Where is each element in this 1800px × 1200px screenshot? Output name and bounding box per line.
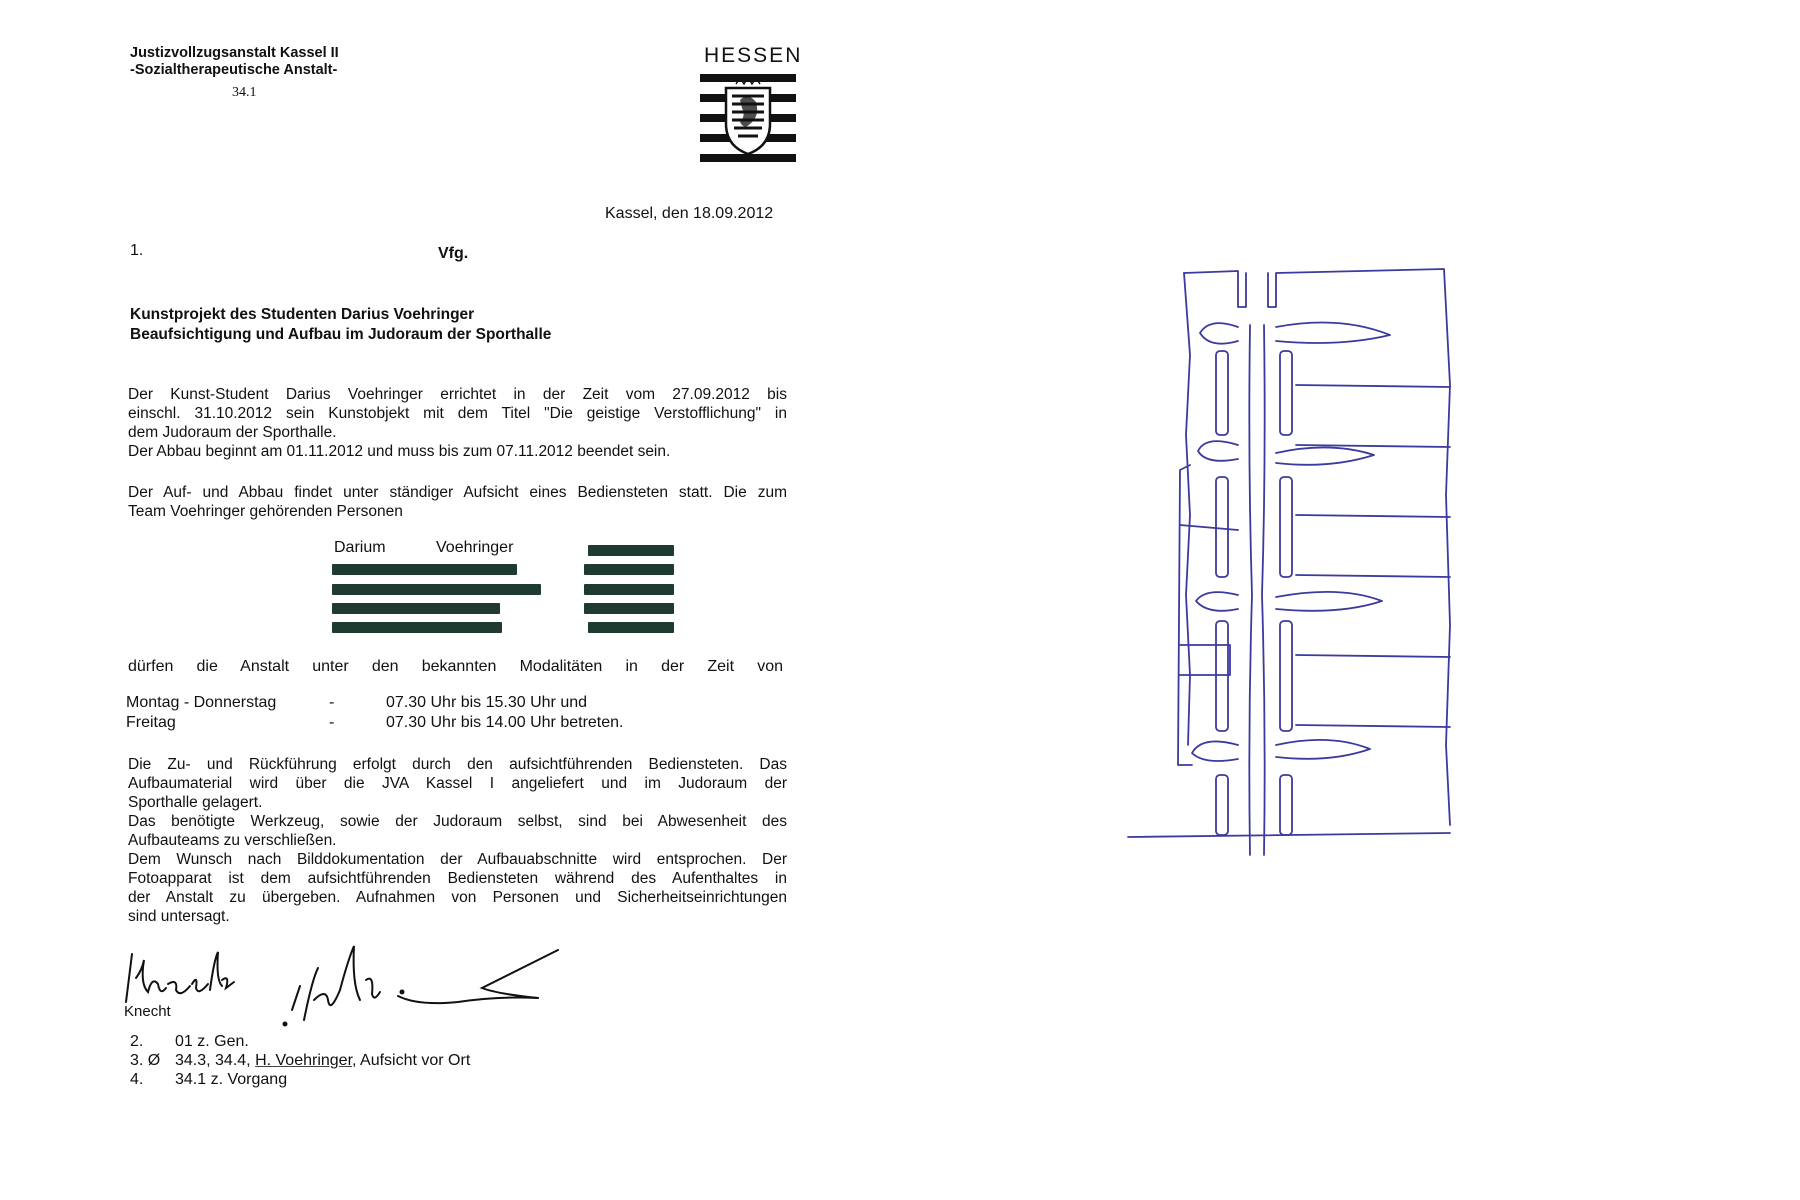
paragraph-5-line-1: Das benötigte Werkzeug, sowie der Judoraum selbst, sind bei Abwesenheit des — [128, 813, 787, 830]
schedule-dash: - — [329, 694, 335, 711]
schedule-times: 07.30 Uhr bis 14.00 Uhr betreten. — [386, 714, 624, 731]
paragraph-5-line-2: Aufbauteams zu verschließen. — [128, 832, 337, 849]
paragraph-1-line-2: einschl. 31.10.2012 sein Kunstobjekt mit dem Titel "Die geistige Verstofflichung" in — [128, 405, 787, 422]
verfuegung-number: 4. — [130, 1071, 144, 1088]
paragraph-4-line-2: Aufbaumaterial wird über die JVA Kassel I angeliefert und im Judoraum der — [128, 775, 787, 792]
paragraph-2 — [128, 483, 787, 521]
subject — [130, 305, 551, 345]
schedule-times: 07.30 Uhr bis 15.30 Uhr und — [386, 694, 588, 711]
paragraph-1-line-1: Der Kunst-Student Darius Voehringer errichtet in der Zeit vom 27.09.2012 bis — [128, 386, 787, 403]
redaction-bar — [584, 603, 674, 614]
sender-code: 34.1 — [232, 85, 257, 100]
redaction-bar — [584, 564, 674, 575]
redaction-bar — [332, 584, 541, 595]
subject-line-2: Beaufsichtigung und Aufbau im Judoraum der Sporthalle — [130, 326, 552, 343]
signature-second — [284, 946, 559, 1026]
place-date: Kassel, den 18.09.2012 — [605, 205, 774, 222]
hessen-coat-of-arms-icon — [700, 72, 796, 164]
paragraph-6-line-3: der Anstalt zu übergeben. Aufnahmen von Personen und Sicherheitseinrichtungen — [128, 889, 787, 906]
signature-knecht — [126, 952, 234, 1002]
paragraph-4 — [128, 755, 787, 926]
paragraph-3 — [128, 657, 783, 676]
outline-spine — [1249, 325, 1252, 855]
verfuegung-text: 34.1 z. Vorgang — [175, 1071, 288, 1088]
item-number: 1. — [130, 242, 144, 259]
handwritten-signatures — [118, 940, 648, 1040]
sender-line-1: Justizvollzugsanstalt Kassel II — [130, 45, 339, 61]
redaction-bar — [332, 603, 500, 614]
schedule-days: Montag - Donnerstag — [126, 694, 277, 711]
person-first-name: Darium — [334, 539, 386, 556]
vfg-heading: Vfg. — [438, 245, 469, 262]
redaction-bar — [584, 584, 674, 595]
verfuegung-number: 2. — [130, 1033, 144, 1050]
paragraph-3-text: dürfen die Anstalt unter den bekannten Modalitäten in der Zeit von — [128, 658, 783, 675]
paragraph-1-line-4: Der Abbau beginnt am 01.11.2012 und muss bis zum 07.11.2012 beendet sein. — [128, 443, 671, 460]
redaction-bar — [332, 622, 502, 633]
verfuegung-text-post: , Aufsicht vor Ort — [352, 1052, 471, 1069]
verfuegung-text: 01 z. Gen. — [175, 1033, 249, 1050]
redaction-bar — [588, 545, 674, 556]
floor-plan-sketch — [1120, 265, 1470, 865]
verfuegung-text — [175, 1052, 470, 1070]
schedule-days: Freitag — [126, 714, 176, 731]
sender-block — [130, 45, 339, 79]
paragraph-1-line-3: dem Judoraum der Sporthalle. — [128, 424, 337, 441]
signer-name: Knecht — [124, 1003, 171, 1020]
person-last-name: Voehringer — [436, 539, 514, 556]
schedule-dash: - — [329, 714, 335, 731]
redaction-bar — [588, 622, 674, 633]
subject-line-1: Kunstprojekt des Studenten Darius Voehringer — [130, 306, 475, 323]
paragraph-2-line-2: Team Voehringer gehörenden Personen — [128, 503, 403, 520]
paragraph-6-line-2: Fotoapparat ist dem aufsichtführenden Bediensteten während des Aufenthaltes in — [128, 870, 787, 887]
person-row — [334, 539, 513, 557]
paragraph-6-line-1: Dem Wunsch nach Bilddokumentation der Aufbauabschnitte wird entsprochen. Der — [128, 851, 787, 868]
verfuegung-text-pre: 34.3, 34.4, — [175, 1052, 256, 1069]
paragraph-6-line-4: sind untersagt. — [128, 908, 230, 925]
paragraph-4-line-3: Sporthalle gelagert. — [128, 794, 263, 811]
paragraph-1 — [128, 385, 787, 461]
sender-line-2: -Sozialtherapeutische Anstalt- — [130, 62, 338, 78]
paragraph-2-line-1: Der Auf- und Abbau findet unter ständiger Aufsicht eines Bediensteten statt. Die zum — [128, 484, 787, 501]
hessen-logo-text: HESSEN — [704, 44, 803, 67]
verfuegung-number: 3. Ø — [130, 1052, 161, 1069]
paragraph-4-line-1: Die Zu- und Rückführung erfolgt durch den aufsichtführenden Bediensteten. Das — [128, 756, 787, 773]
redaction-bar — [332, 564, 517, 575]
verfuegung-recipient: H. Voehringer — [255, 1052, 353, 1069]
